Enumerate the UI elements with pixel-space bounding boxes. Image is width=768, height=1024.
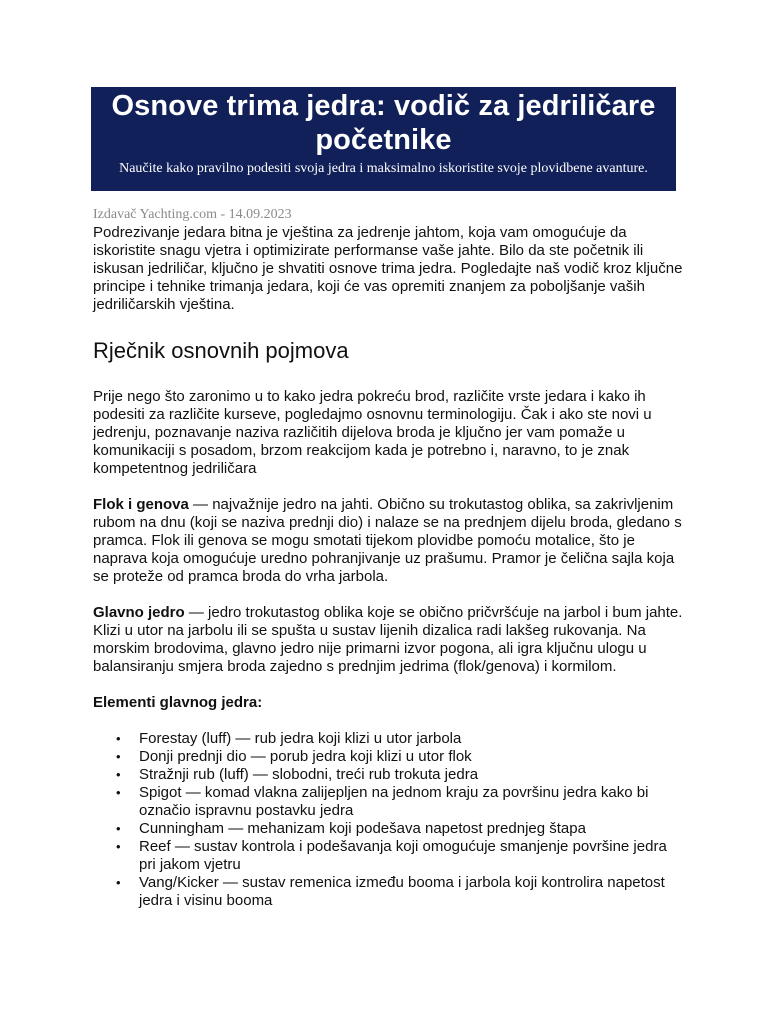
list-item bbox=[116, 730, 683, 748]
list-item-text: Vang/Kicker — sustav remenica između booma i jarbola koji kontrolira napetost jedra i visinu booma bbox=[139, 874, 665, 909]
title-banner bbox=[91, 87, 676, 191]
term-entry-flok bbox=[93, 496, 683, 586]
list-item-text: Donji prednji dio — porub jedra koji klizi u utor flok bbox=[139, 748, 472, 765]
bullet-icon: • bbox=[116, 821, 121, 836]
bullet-icon: • bbox=[116, 749, 121, 764]
list-item bbox=[116, 766, 683, 784]
bullet-icon: • bbox=[116, 767, 121, 782]
section-heading: Rječnik osnovnih pojmova bbox=[93, 338, 349, 363]
article-body bbox=[93, 224, 683, 910]
list-item-text: Reef — sustav kontrola i podešavanja koji omogućuje smanjenje površine jedra pri jakom vjetru bbox=[139, 838, 667, 873]
list-item bbox=[116, 748, 683, 766]
list-item-text: Forestay (luff) — rub jedra koji klizi u utor jarbola bbox=[139, 730, 462, 747]
bullet-icon: • bbox=[116, 839, 121, 854]
bullet-icon: • bbox=[116, 785, 121, 800]
list-item-text: Stražnji rub (luff) — slobodni, treći rub trokuta jedra bbox=[139, 766, 479, 783]
bullet-icon: • bbox=[116, 731, 121, 746]
bullet-icon: • bbox=[116, 875, 121, 890]
list-item bbox=[116, 874, 683, 910]
list-item bbox=[116, 784, 683, 820]
term-entry-glavno-jedro bbox=[93, 604, 683, 676]
section-paragraph: Prije nego što zaronimo u to kako jedra pokreću brod, različite vrste jedara i kako ih podesiti za različite kurseve, pogledajmo osnovnu terminologiju. Čak i ako ste novi u jedrenju, poznavanje naziva različitih dijelova broda je ključno jer vam pomaže u komunikaciji s posadom, brzom reakcijom kada je potrebno i, naravno, to je znak kompetentnog jedriličara bbox=[93, 388, 652, 477]
list-item bbox=[116, 820, 683, 838]
intro-paragraph: Podrezivanje jedara bitna je vještina za jedrenje jahtom, koja vam omogućuje da iskoristite snagu vjetra i optimizirate performanse vaše jahte. Bilo da ste početnik ili iskusan jedriličar, ključno je shvatiti osnove trima jedra. Pogledajte naš vodič kroz ključne principe i tehnike trimanja jedara, koji će vas opremiti znanjem za poboljšanje vaših jedriličarskih vještina. bbox=[93, 224, 683, 313]
list-title: Elementi glavnog jedra: bbox=[93, 694, 263, 711]
list-item-text: Cunningham — mehanizam koji podešava napetost prednjeg štapa bbox=[139, 820, 586, 837]
term-name: Flok i genova bbox=[93, 496, 189, 513]
term-definition: — najvažnije jedro na jahti. Obično su trokutastog oblika, sa zakrivljenim rubom na dnu (koji se naziva prednji dio) i nalaze se na prednjem dijelu broda, gledano s pramca. Flok ili genova se mogu smotati tijekom plovidbe pomoću motalice, što je naprava koja omogućuje uredno pohranjivanje uz prašumu. Pramor je čelična sajla koja se proteže od pramca broda do vrha jarbola. bbox=[93, 496, 682, 585]
list-item-text: Spigot — komad vlakna zalijepljen na jednom kraju za površinu jedra kako bi označio ispravnu postavku jedra bbox=[139, 784, 649, 819]
page-title: Osnove trima jedra: vodič za jedriličare početnike bbox=[111, 90, 656, 156]
sail-elements-list bbox=[93, 730, 683, 910]
page-subtitle: Naučite kako pravilno podesiti svoja jedra i maksimalno iskoristite svoje plovidbene avanture. bbox=[119, 161, 648, 176]
term-definition: — jedro trokutastog oblika koje se obično pričvršćuje na jarbol i bum jahte. Klizi u utor na jarbolu ili se spušta u sustav lijenih dizalica radi lakšeg rukovanja. Na morskim brodovima, glavno jedro nije primarni izvor pogona, ali igra ključnu ulogu u balansiranju smjera broda zajedno s prednjim jedrima (flok/genova) i kormilom. bbox=[93, 604, 683, 675]
byline: Izdavač Yachting.com - 14.09.2023 bbox=[93, 207, 292, 222]
term-name: Glavno jedro bbox=[93, 604, 185, 621]
list-item bbox=[116, 838, 683, 874]
